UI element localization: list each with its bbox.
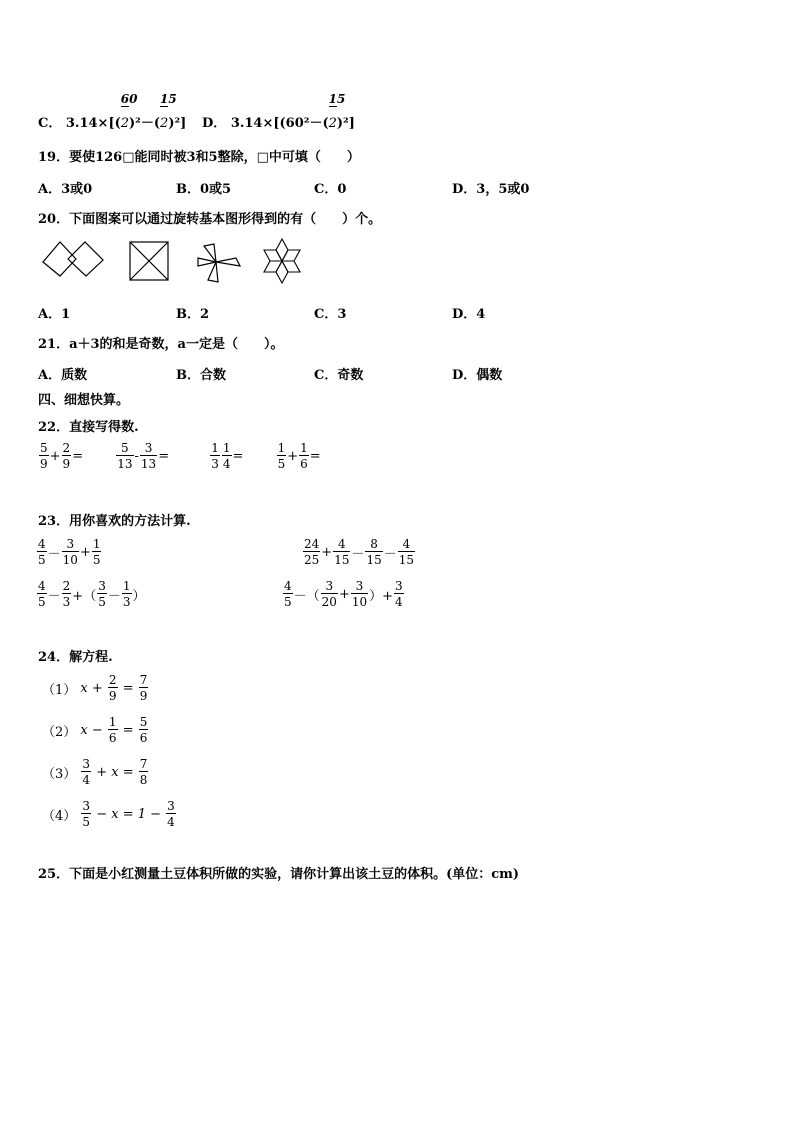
- q22-item-4: $\frac{1}{5}$ + $\frac{1}{6}$ =: [277, 441, 321, 471]
- q23-stem: 23．用你喜欢的方法计算.: [38, 514, 191, 529]
- q19-option-a[interactable]: A．3或0: [38, 182, 93, 197]
- q21-option-a[interactable]: A．质数: [38, 368, 88, 383]
- square-with-diagonals-icon: [130, 242, 168, 280]
- q19-option-c[interactable]: C．0: [314, 182, 347, 197]
- q25-stem: 25．下面是小红测量土豆体积所做的实验，请你计算出该土豆的体积。(单位：cm): [38, 867, 520, 882]
- q18-c-frac-60-2: 60 2: [120, 92, 138, 131]
- q21-stem: 21．a＋3的和是奇数，a一定是（ ）。: [38, 337, 284, 352]
- q20-option-c[interactable]: C．3: [314, 307, 347, 322]
- q22-item-1: $\frac{5}{9}$ + $\frac{2}{9}$ =: [40, 441, 84, 471]
- q24-equation-1: （1） x + $\frac{2}{9}$ = $\frac{7}{9}$: [42, 673, 148, 703]
- q24-equation-2: （2） x − $\frac{1}{6}$ = $\frac{5}{6}$: [42, 715, 148, 745]
- q22-item-3: $\frac{1}{3}$ $\frac{1}{4}$ =: [211, 441, 244, 471]
- q22-row: [38, 442, 321, 470]
- q19-stem: 19．要使126□能同时被3和5整除，□中可填（ ）: [38, 150, 360, 165]
- q23-expr-3: $\frac{4}{5}$ － $\frac{2}{3}$ +（ $\frac{3}{5}$ － $\frac{1}{3}$ ）: [38, 579, 146, 609]
- two-squares-icon: [43, 242, 103, 276]
- q21-option-d[interactable]: D．偶数: [452, 368, 503, 383]
- q20-option-d[interactable]: D．4: [452, 307, 486, 322]
- q20-option-a[interactable]: A．1: [38, 307, 71, 322]
- q22-item-2: $\frac{5}{13}$ - $\frac{3}{13}$ =: [117, 441, 170, 471]
- q24-equation-3: （3） $\frac{3}{4}$ + x = $\frac{7}{8}$: [42, 757, 148, 787]
- pinwheel-icon: [198, 244, 240, 282]
- q18-option-d: D． 3.14×[(60²－( 15 2)²]: [202, 92, 355, 131]
- q23-expr-2: $\frac{24}{25}$ + $\frac{4}{15}$ － $\frac{8}{15}$ － $\frac{4}{15}$: [304, 537, 415, 567]
- q23-expr-4: $\frac{4}{5}$ －（ $\frac{3}{20}$ + $\frac{3}{10}$ ）+ $\frac{3}{4}$: [284, 579, 403, 609]
- q21-option-c[interactable]: C．奇数: [314, 368, 364, 383]
- q24-stem: 24．解方程.: [38, 650, 113, 665]
- q19-option-d[interactable]: D．3，5或0: [452, 182, 530, 197]
- q20-stem: 20．下面图案可以通过旋转基本图形得到的有（ ）个。: [38, 212, 382, 227]
- q23-expr-1: $\frac{4}{5}$ － $\frac{3}{10}$ + $\frac{1}{5}$: [38, 537, 101, 567]
- six-rhombus-star-icon: [264, 239, 300, 283]
- q22-stem: 22．直接写得数.: [38, 420, 139, 435]
- q20-figures: [38, 236, 308, 288]
- q18-d-frac-15-2: 15 2: [328, 92, 346, 131]
- q21-option-b[interactable]: B．合数: [176, 368, 226, 383]
- q18-c-frac-15-2: 15 2: [160, 92, 177, 131]
- q20-option-b[interactable]: B．2: [176, 307, 210, 322]
- section-heading: 四、细想快算。: [38, 393, 130, 408]
- q18-option-c: C． 3.14×[( 60 2)²－( 15 2)²]: [38, 92, 187, 131]
- q24-equation-4: （4） $\frac{3}{5}$ − x = 1 − $\frac{3}{4}$: [42, 799, 175, 829]
- q19-option-b[interactable]: B．0或5: [176, 182, 232, 197]
